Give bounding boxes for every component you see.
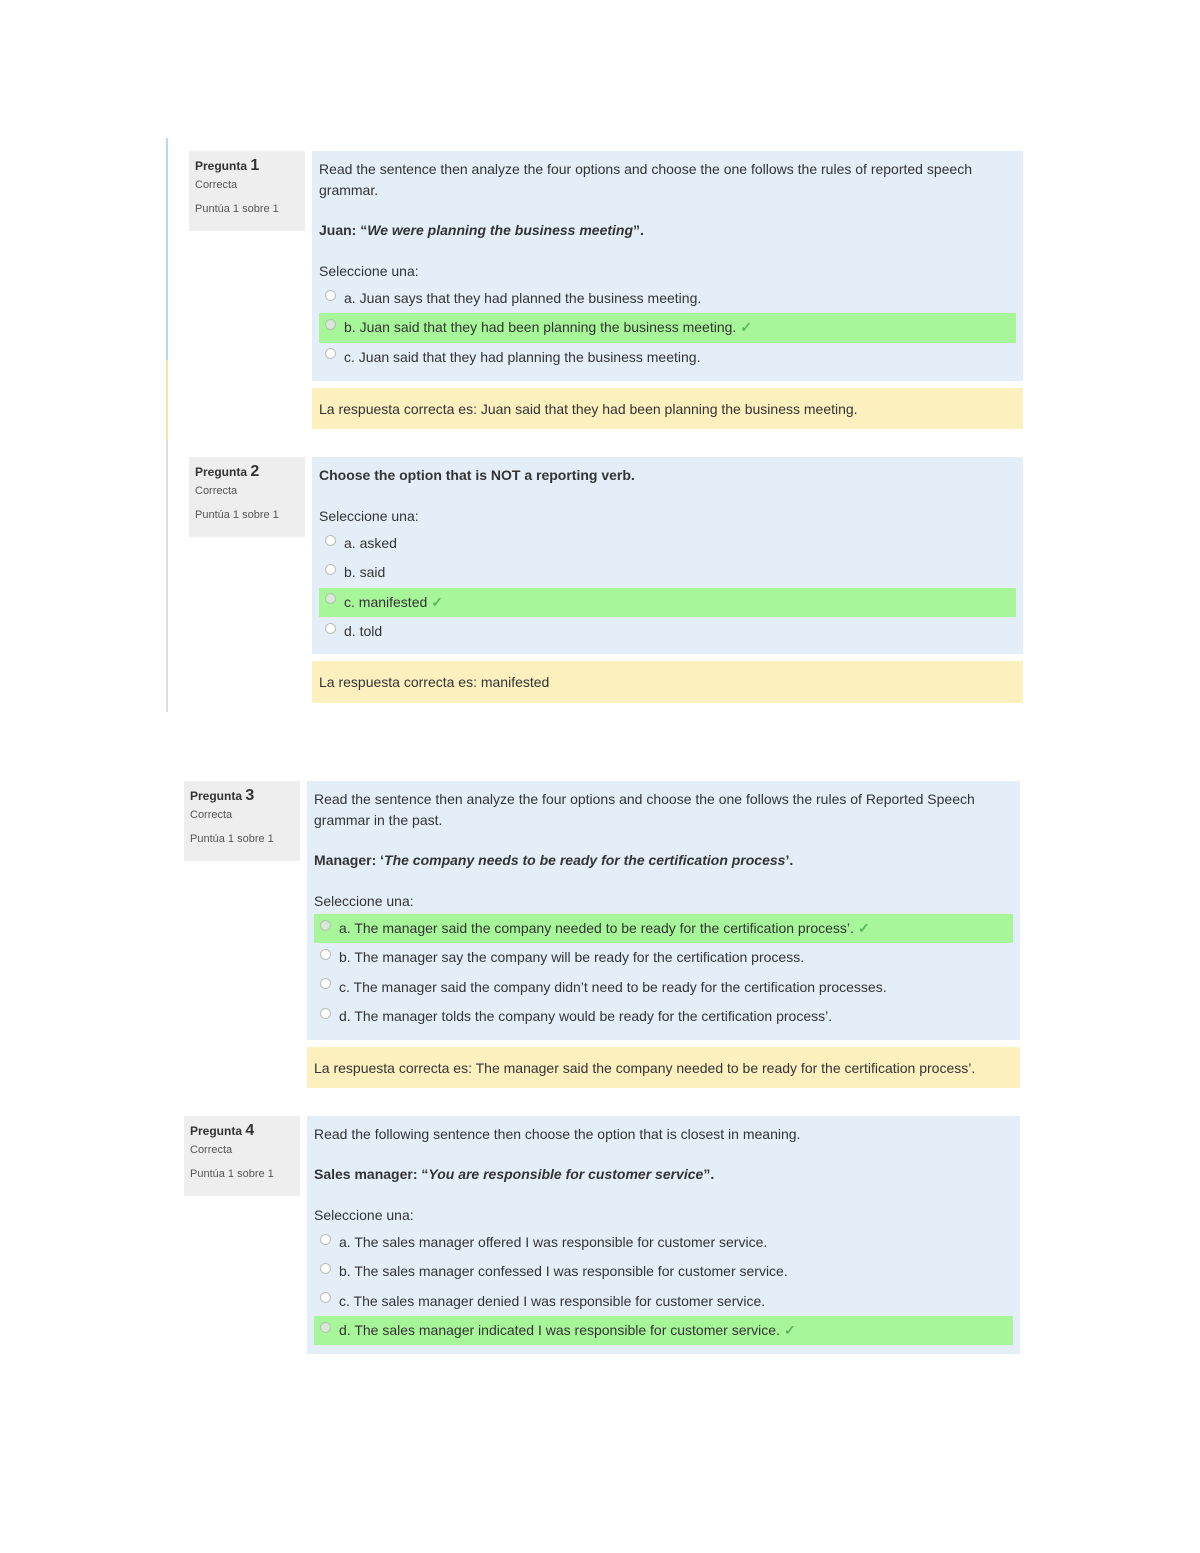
answer-option-d[interactable]: d. told [319,617,1016,646]
answer-option-b[interactable]: b. The sales manager confessed I was responsible for customer service. [314,1257,1013,1286]
answer-option-c[interactable]: c. The manager said the company didn’t need to be ready for the certification processes. [314,973,1013,1002]
radio-icon[interactable] [320,1234,331,1245]
radio-icon[interactable] [325,623,336,634]
check-icon: ✓ [857,920,870,936]
answer-list [319,284,1016,372]
question-text: Read the following sentence then choose the option that is closest in meaning. Sales manager: “You are responsible for customer service”. [314,1126,801,1182]
check-icon: ✓ [431,593,443,610]
question-state: Correcta [190,1144,233,1156]
radio-icon[interactable] [320,1322,331,1333]
answer-list [314,1228,1013,1345]
question-info [189,151,305,231]
question-number: Pregunta 4 [190,1122,255,1139]
question-formulation [312,151,1023,381]
radio-icon[interactable] [320,1263,331,1274]
answer-option-b[interactable]: b. said [319,558,1016,587]
radio-icon[interactable] [325,348,336,359]
radio-icon[interactable] [325,290,336,301]
side-rule-blue [166,138,168,360]
right-answer-feedback: La respuesta correcta es: Juan said that they had been planning the business meeting. [312,388,1023,429]
radio-icon[interactable] [320,949,331,960]
radio-icon[interactable] [325,564,336,575]
question-state: Correcta [195,485,238,497]
answer-list [314,914,1013,1031]
question-4 [184,1116,1022,1356]
check-icon: ✓ [783,1321,796,1338]
question-state: Correcta [195,179,238,191]
answer-option-a[interactable]: a. asked [319,529,1016,558]
radio-icon[interactable] [325,319,336,330]
radio-icon[interactable] [320,920,331,931]
select-prompt: Seleccione una: [319,263,419,279]
check-icon: ✓ [740,319,753,336]
select-prompt: Seleccione una: [314,1207,414,1223]
radio-icon[interactable] [320,1008,331,1019]
question-state: Correcta [190,809,233,821]
question-number: Pregunta 1 [195,157,260,174]
answer-option-a[interactable]: a. The manager said the company needed to be ready for the certification process’. ✓ [314,914,1013,943]
select-prompt: Seleccione una: [314,893,414,909]
question-info [184,781,300,861]
answer-option-b[interactable]: b. The manager say the company will be ready for the certification process. [314,943,1013,972]
answer-option-b[interactable]: b. Juan said that they had been planning the business meeting. ✓ [319,313,1016,342]
select-prompt: Seleccione una: [319,508,419,524]
radio-icon[interactable] [320,978,331,989]
answer-option-d[interactable]: d. The manager tolds the company would be ready for the certification process’. [314,1002,1013,1031]
question-3 [184,781,1022,1091]
question-number: Pregunta 3 [190,787,255,804]
question-formulation [312,457,1023,654]
question-text: Read the sentence then analyze the four options and choose the one follows the rules of Reported Speech grammar in the past. Manager: ‘The company needs to be ready for the certification process’. [314,791,975,868]
question-info [189,457,305,537]
question-2 [189,457,1025,705]
answer-option-c[interactable]: c. The sales manager denied I was responsible for customer service. [314,1287,1013,1316]
answer-option-c[interactable]: c. manifested ✓ [319,588,1016,617]
side-rule-yellow [166,360,168,440]
question-number: Pregunta 2 [195,463,260,480]
right-answer-feedback: La respuesta correcta es: manifested [312,661,1023,703]
right-answer-feedback: La respuesta correcta es: The manager said the company needed to be ready for the certification process’. [307,1047,1020,1088]
answer-option-a[interactable]: a. Juan says that they had planned the business meeting. [319,284,1016,313]
radio-icon[interactable] [325,535,336,546]
radio-icon[interactable] [325,593,336,604]
question-info [184,1116,300,1196]
answer-option-d[interactable]: d. The sales manager indicated I was responsible for customer service. ✓ [314,1316,1013,1345]
question-formulation [307,1116,1020,1354]
radio-icon[interactable] [320,1292,331,1303]
side-rule-grey [166,440,168,712]
question-formulation [307,781,1020,1040]
question-grade: Puntúa 1 sobre 1 [195,509,279,521]
question-1 [189,151,1025,431]
answer-option-c[interactable]: c. Juan said that they had planning the business meeting. [319,343,1016,372]
answer-list [319,529,1016,646]
question-text: Read the sentence then analyze the four options and choose the one follows the rules of reported speech grammar. Juan: “We were planning the business meeting”. [319,161,972,238]
question-grade: Puntúa 1 sobre 1 [195,203,279,215]
question-grade: Puntúa 1 sobre 1 [190,833,274,845]
question-text: Choose the option that is NOT a reporting verb. [319,467,635,483]
answer-option-a[interactable]: a. The sales manager offered I was responsible for customer service. [314,1228,1013,1257]
question-grade: Puntúa 1 sobre 1 [190,1168,274,1180]
